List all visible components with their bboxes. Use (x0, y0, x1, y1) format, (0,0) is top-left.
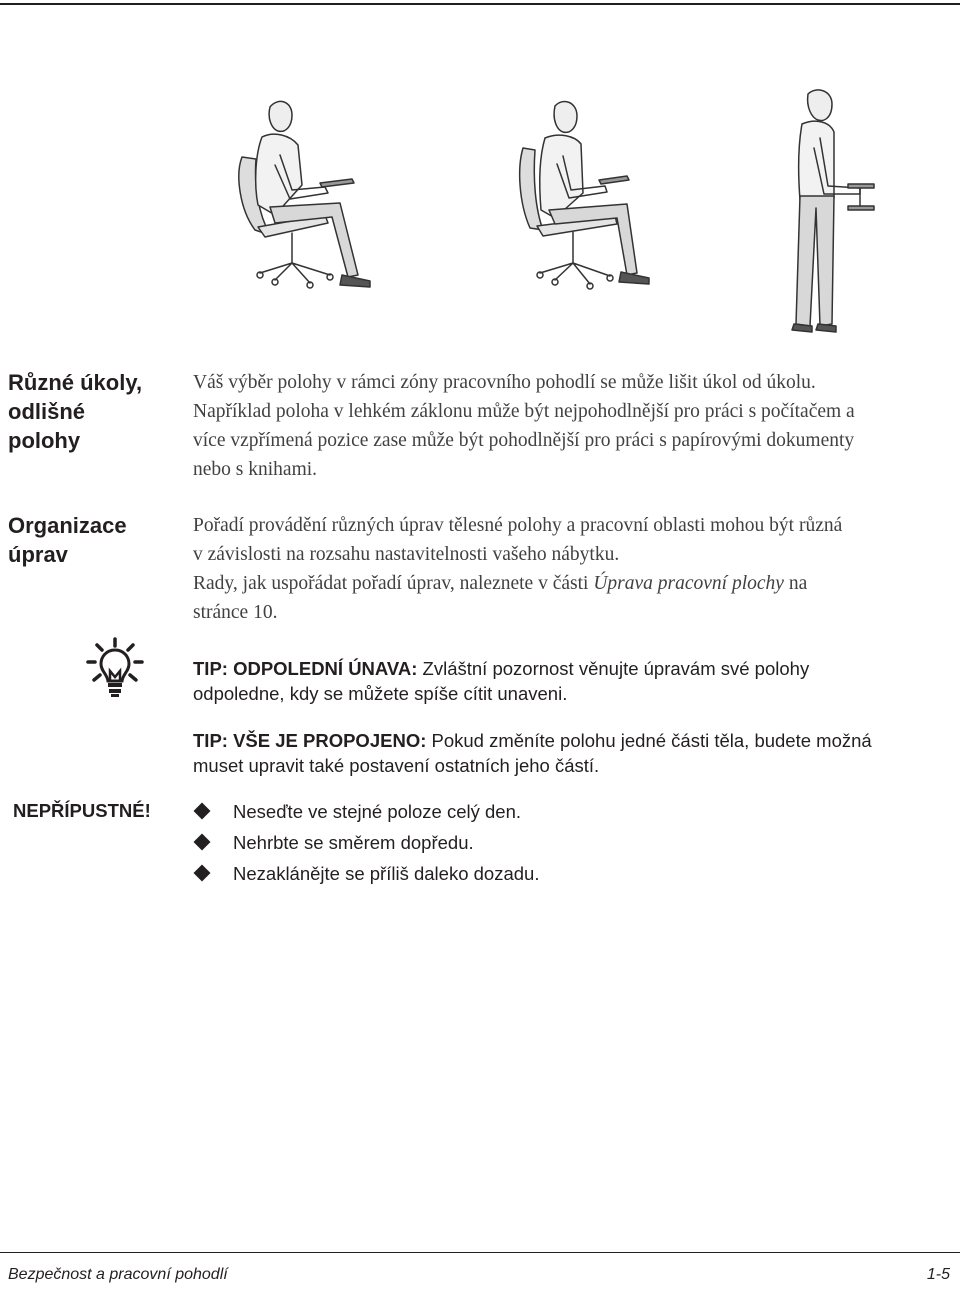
reference-suffix: na (788, 573, 808, 594)
body-line: Například poloha v lehkém záklonu může být nejpohodlnější pro práci s počítačem a (193, 401, 855, 422)
list-item (193, 860, 539, 891)
body-line: nebo s knihami. (193, 459, 318, 480)
section-body-tasks (193, 368, 953, 484)
body-line: Váš výběr polohy v rámci zóny pracovního pohodlí se může lišit úkol od úkolu. (193, 372, 816, 393)
top-rule (0, 3, 960, 5)
tip-afternoon-fatigue (193, 656, 953, 706)
tip-line (193, 728, 953, 753)
tip-text: Pokud změníte polohu jedné části těla, budete možná (431, 730, 872, 751)
list-item-text: Neseďte ve stejné poloze celý den. (233, 801, 522, 822)
footer-title: Bezpečnost a pracovní pohodlí (8, 1266, 228, 1283)
tip-line: muset upravit také postavení ostatních jeho částí. (193, 755, 600, 776)
tip-label: TIP: VŠE JE PROPOJENO: (193, 730, 427, 751)
list-item (193, 798, 539, 829)
warning-list (193, 798, 539, 891)
heading-line: Organizace (8, 513, 127, 538)
tip-all-connected (193, 728, 953, 778)
standing-figure (790, 88, 885, 338)
bottom-rule (0, 1252, 960, 1253)
list-item (193, 829, 539, 860)
tip-text: Zvláštní pozornost věnujte úpravám své polohy (422, 658, 810, 679)
diamond-bullet-icon (194, 834, 211, 851)
reference-prefix: Rady, jak uspořádat pořadí úprav, naleznete v části (193, 573, 589, 594)
body-line: Pořadí provádění různých úprav tělesné polohy a pracovní oblasti mohou být různá (193, 515, 843, 536)
section-body-adjustments (193, 511, 953, 627)
list-item-text: Nehrbte se směrem dopředu. (233, 832, 474, 853)
heading-line: polohy (8, 428, 81, 453)
section-heading-adjustments (8, 511, 127, 569)
list-item-text: Nezaklánějte se příliš daleko dozadu. (233, 863, 540, 884)
tip-label: TIP: ODPOLEDNÍ ÚNAVA: (193, 658, 418, 679)
body-line: v závislosti na rozsahu nastavitelnosti vašeho nábytku. (193, 544, 620, 565)
body-reference-line (193, 569, 953, 598)
heading-line: úprav (8, 542, 68, 567)
upright-sitting-figure (515, 98, 675, 298)
body-line: stránce 10. (193, 602, 278, 623)
reclined-sitting-figure (230, 95, 390, 300)
section-heading-tasks (8, 368, 142, 455)
warning-label: NEPŘÍPUSTNÉ! (13, 800, 151, 821)
reference-title-link[interactable]: Úprava pracovní plochy (593, 573, 784, 594)
body-line: více vzpřímená pozice zase může být pohodlnější pro práci s papírovými dokumenty (193, 430, 855, 451)
page-number: 1-5 (926, 1266, 950, 1283)
diamond-bullet-icon (194, 865, 211, 882)
diamond-bullet-icon (194, 803, 211, 820)
heading-line: odlišné (8, 399, 86, 424)
tip-line (193, 656, 953, 681)
lightbulb-icon (86, 637, 144, 697)
heading-line: Různé úkoly, (8, 370, 143, 395)
tip-line: odpoledne, kdy se můžete spíše cítit unaveni. (193, 683, 568, 704)
